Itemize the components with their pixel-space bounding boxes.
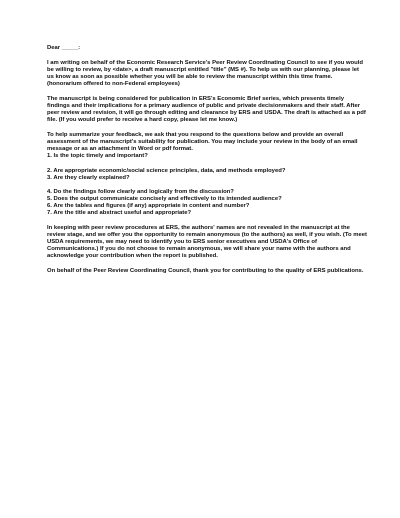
question-5: 5. Does the output communicate concisely and effectively to its intended audience?: [47, 196, 282, 203]
paragraph-request: I am writing on behalf of the Economic Research Service's Peer Review Coordinating Council to see if you would be willing to review, by <date>, a draft manuscript entitled "title" (MS #). To help us with our planning, please let us know as soon as possible whether you will be able to review the manuscript within this time frame. (honorarium offered to non-Federal employees): [47, 60, 363, 88]
question-6: 6. Are the tables and figures (if any) appropriate in content and number?: [47, 203, 250, 210]
question-1: 1. Is the topic timely and important?: [47, 153, 148, 160]
letter-body: [47, 45, 367, 282]
spacer: [47, 217, 367, 224]
paragraph-closing: On behalf of the Peer Review Coordinating Council, thank you for contributing to the quality of ERS publications.: [47, 267, 364, 274]
question-2: 2. Are appropriate economic/social science principles, data, and methods employed?: [47, 167, 286, 174]
paragraph-instructions: To help summarize your feedback, we ask that you respond to the questions below and provide an overall assessment of the manuscript's suitability for publication. You may include your review in the body of an email message or as an attachment in Word or pdf format.: [47, 131, 358, 153]
question-7: 7. Are the title and abstract useful and appropriate?: [47, 210, 192, 217]
question-3: 3. Are they clearly explained?: [47, 174, 130, 181]
spacer: [47, 182, 367, 189]
paragraph-publication: The manuscript is being considered for publication in ERS's Economic Brief series, which presents timely findings and their implications for a primary audience of public and private decisionmakers and their staff. After peer review and revision, it will go through editing and clearance by ERS and USDA. The draft is attached as a pdf file. (If you would prefer to receive a hard copy, please let me know.): [47, 95, 366, 124]
spacer: [47, 160, 367, 167]
salutation: Dear _____:: [47, 45, 81, 51]
question-4: 4. Do the findings follow clearly and logically from the discussion?: [47, 189, 234, 195]
paragraph-anonymity: In keeping with peer review procedures at ERS, the authors' names are not revealed in the manuscript at the review stage, and we offer you the opportunity to remain anonymous (to the authors) as well, if you wish. (To meet USDA requirements, we may need to identify you to ERS senior executives and USDA's Office of Communications.) If you do not choose to remain anonymous, we will share your name with the authors and acknowledge your contribution when the report is published.: [47, 224, 367, 260]
